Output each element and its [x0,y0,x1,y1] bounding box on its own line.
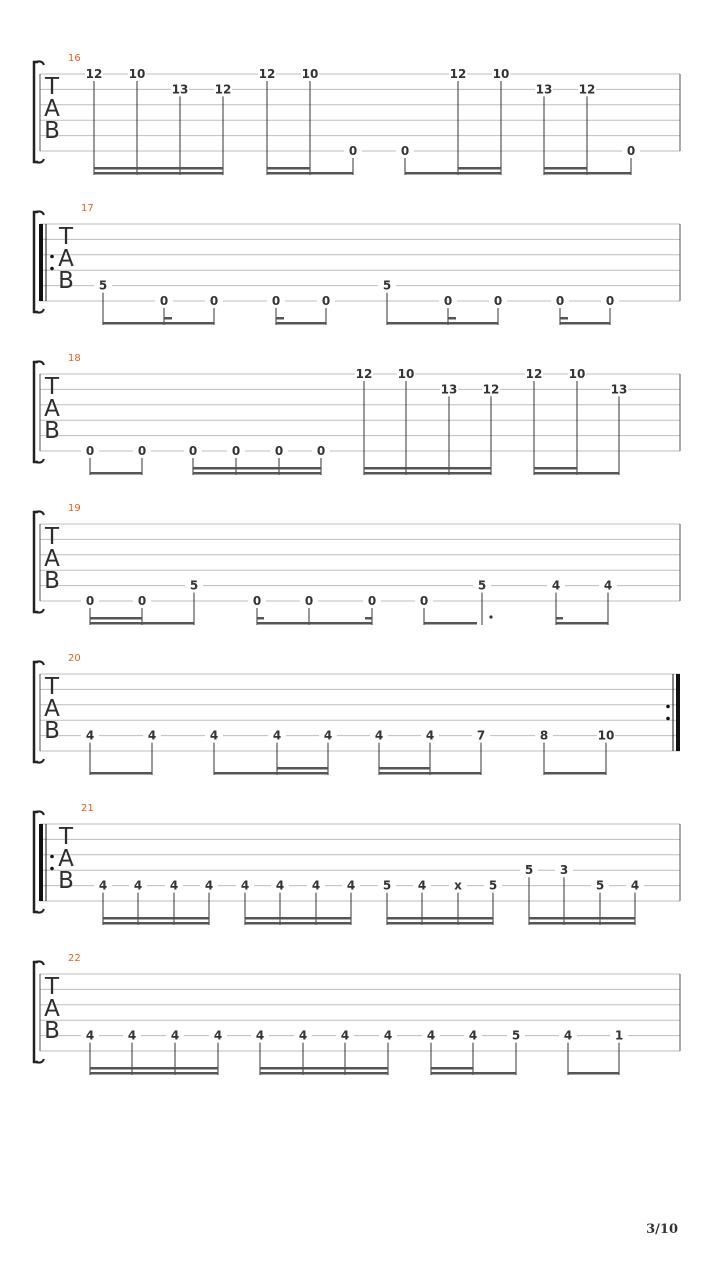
tab-clef-letter: A [44,396,60,422]
fret-number: 12 [482,382,500,397]
fret-number: 0 [443,294,453,308]
fret-number: 10 [128,67,146,81]
fret-number: 4 [133,878,143,893]
beam [529,922,635,925]
beam [458,172,501,175]
repeat-dot [50,267,54,271]
fret-number: 0 [321,294,331,308]
repeat-dot [50,867,54,871]
page-number: 3/10 [646,1222,678,1237]
measure-number: 16 [68,53,81,64]
staff-bracket [34,362,38,462]
beam [142,622,194,625]
fret-number: 10 [397,367,415,381]
fret-number: 13 [535,82,553,97]
fret-number: 13 [440,382,458,397]
staff-bracket [34,662,38,762]
fret-number: 0 [304,594,314,608]
fret-number: 0 [159,294,169,308]
beam [577,472,619,475]
beam-secondary [90,1067,218,1070]
beam-secondary [364,467,491,470]
beam [193,472,321,475]
fret-number: 4 [204,878,214,893]
fret-number: 4 [340,1028,350,1043]
fret-number: 4 [298,1028,308,1043]
beam [587,172,631,175]
beam [103,322,214,325]
beam-hook [448,317,456,320]
fret-number: 4 [383,1028,393,1043]
tab-clef-letter: B [44,718,60,744]
tab-system [34,803,680,925]
fret-number: 5 [524,863,534,878]
fret-number: 4 [213,1028,223,1043]
staff-bracket [34,962,38,1062]
fret-number: 4 [323,728,333,743]
fret-number: 12 [85,67,103,81]
beam [424,622,477,625]
fret-number: 4 [255,1028,265,1043]
repeat-dot [50,255,54,259]
fret-number: 4 [98,878,108,893]
tab-clef-letter: T [44,374,60,400]
fret-number: 4 [374,728,384,743]
staff-bracket [34,512,38,612]
measure-number: 20 [68,653,81,664]
staff-bracket [34,62,38,162]
tab-clef-letter: A [44,996,60,1022]
beam [94,172,223,175]
rhythm-dot [489,615,492,618]
fret-number: 0 [605,294,615,308]
fret-number: 4 [170,1028,180,1043]
beam [556,622,608,625]
fret-number: 0 [271,294,281,308]
staff-bracket [34,812,38,912]
tab-clef-letter: A [44,546,60,572]
tab-clef-letter: A [44,96,60,122]
fret-number: 12 [214,82,232,97]
beam-hook [560,317,568,320]
beam [277,772,328,775]
beam [544,172,587,175]
beam [405,172,458,175]
staff-bracket [34,212,38,312]
beam [257,622,372,625]
fret-number: 10 [301,67,319,81]
beam [560,322,610,325]
beam-hook [164,317,172,320]
repeat-dot [666,705,670,709]
fret-number: 5 [382,278,392,293]
beam [534,472,577,475]
tab-clef-letter: B [44,1018,60,1044]
fret-number: 4 [426,1028,436,1043]
fret-number: 0 [626,144,636,158]
fret-number: 0 [367,594,377,608]
beam [90,772,152,775]
beam [260,1072,388,1075]
tab-system [34,503,680,625]
beam-secondary [387,917,493,920]
beam-hook [365,617,372,620]
beam-secondary [431,1067,473,1070]
tab-clef-letter: A [58,846,74,872]
tab-clef-letter: A [58,246,74,272]
fret-number: 7 [476,728,486,743]
fret-number: x [454,878,462,893]
beam-hook [257,617,264,620]
beam-secondary [529,917,635,920]
measure-number: 19 [68,503,81,514]
fret-number: 4 [468,1028,478,1043]
fret-number: 4 [346,878,356,893]
beam [310,172,353,175]
tab-system [34,53,680,175]
fret-number: 12 [578,82,596,97]
fret-number: 5 [98,278,108,293]
tab-clef-letter: B [58,868,74,894]
repeat-end-thick-bar [676,674,680,751]
beam-secondary [534,467,577,470]
beam-secondary [193,467,321,470]
fret-number: 4 [147,728,157,743]
fret-number: 0 [555,294,565,308]
fret-number: 4 [85,728,95,743]
fret-number: 12 [449,67,467,81]
tab-clef-letter: B [44,568,60,594]
fret-number: 12 [258,67,276,81]
beam-hook [556,617,563,620]
fret-number: 0 [85,444,95,458]
fret-number: 3 [559,863,569,878]
beam [103,922,209,925]
fret-number: 10 [597,728,615,743]
beam [364,472,491,475]
fret-number: 4 [169,878,179,893]
fret-number: 4 [425,728,435,743]
beam-secondary [90,617,142,620]
fret-number: 0 [419,594,429,608]
beam [90,622,142,625]
tab-clef-letter: T [44,74,60,100]
repeat-dot [50,855,54,859]
beam [544,772,606,775]
beam [379,772,430,775]
beam-secondary [267,167,310,170]
tab-clef-letter: B [44,418,60,444]
fret-number: 12 [355,367,373,381]
beam-hook [276,317,284,320]
measure-number: 21 [81,803,94,814]
fret-number: 0 [137,594,147,608]
tab-clef-letter: T [44,674,60,700]
fret-number: 4 [275,878,285,893]
beam [387,922,493,925]
beam [276,322,326,325]
fret-number: 4 [551,578,561,593]
fret-number: 4 [272,728,282,743]
tab-system [34,953,680,1075]
fret-number: 0 [274,444,284,458]
repeat-dot [666,717,670,721]
beam [387,322,498,325]
fret-number: 5 [488,878,498,893]
fret-number: 4 [311,878,321,893]
beam [90,472,142,475]
fret-number: 4 [127,1028,137,1043]
beam-secondary [277,767,328,770]
beam-secondary [103,917,209,920]
fret-number: 8 [539,728,549,743]
fret-number: 0 [316,444,326,458]
fret-number: 5 [189,578,199,593]
fret-number: 5 [477,578,487,593]
beam [245,922,351,925]
fret-number: 0 [252,594,262,608]
tab-clef-letter: T [58,824,74,850]
fret-number: 5 [382,878,392,893]
fret-number: 4 [209,728,219,743]
beam [568,1072,619,1075]
beam-secondary [544,167,587,170]
tab-system [34,353,680,475]
fret-number: 0 [209,294,219,308]
fret-number: 4 [630,878,640,893]
repeat-start-thick-bar [39,224,43,301]
fret-number: 4 [85,1028,95,1043]
beam-secondary [94,167,223,170]
beam-secondary [379,767,430,770]
fret-number: 0 [137,444,147,458]
beam [267,172,310,175]
fret-number: 10 [492,67,510,81]
tab-system [34,203,680,325]
fret-number: 13 [171,82,189,97]
tab-clef-letter: B [58,268,74,294]
fret-number: 10 [568,367,586,381]
fret-number: 0 [85,594,95,608]
beam [431,1072,473,1075]
tab-clef-letter: A [44,696,60,722]
beam-secondary [245,917,351,920]
tab-clef-letter: T [58,224,74,250]
fret-number: 5 [511,1028,521,1043]
measure-number: 17 [81,203,94,214]
tab-clef-letter: T [44,524,60,550]
tab-system [34,653,680,775]
beam-secondary [260,1067,388,1070]
fret-number: 1 [614,1028,624,1043]
fret-number: 0 [348,144,358,158]
beam-secondary [458,167,501,170]
fret-number: 4 [603,578,613,593]
tab-clef-letter: T [44,974,60,1000]
fret-number: 0 [188,444,198,458]
repeat-start-thick-bar [39,824,43,901]
fret-number: 0 [493,294,503,308]
measure-number: 22 [68,953,81,964]
fret-number: 13 [610,382,628,397]
fret-number: 4 [240,878,250,893]
fret-number: 0 [400,144,410,158]
measure-number: 18 [68,353,81,364]
tab-clef-letter: B [44,118,60,144]
fret-number: 5 [595,878,605,893]
beam [90,1072,218,1075]
fret-number: 0 [231,444,241,458]
fret-number: 12 [525,367,543,381]
fret-number: 4 [563,1028,573,1043]
fret-number: 4 [417,878,427,893]
